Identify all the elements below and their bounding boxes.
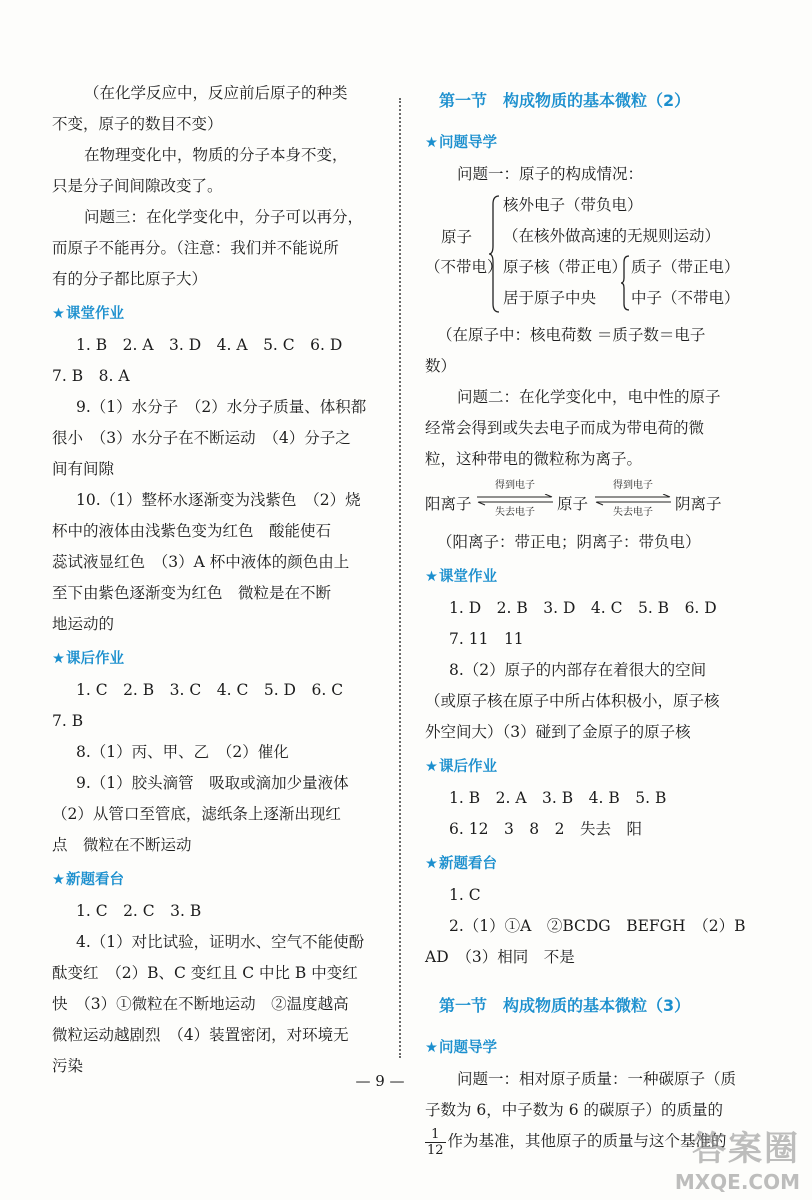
page-number: — 9 — (355, 1072, 405, 1090)
section-header-label: 新题看台 (66, 872, 124, 888)
answer-line: 8.（2）原子的内部存在着很大的空间 (449, 661, 707, 679)
answer-line: 快 （3）①微粒在不断地运动 ②温度越高 (52, 995, 349, 1013)
text-line-rest: 作为基准，其他原子的质量与这个基准的 (447, 1132, 727, 1150)
answer-line: 1. D 2. B 3. D 4. C 5. B 6. D (449, 599, 717, 617)
lose-electron-label: 失去电子 (613, 507, 653, 518)
column-divider (399, 98, 401, 1058)
section-header-classwork (52, 299, 380, 330)
answer-line: 1. B 2. A 3. B 4. B 5. B (449, 789, 667, 807)
answer-line: AD （3）相同 不是 (425, 948, 575, 966)
text-line: 经常会得到或失去电子而成为带电荷的微 (425, 419, 705, 437)
text-line: 问题二：在化学变化中，电中性的原子 (457, 388, 721, 406)
fraction-denominator: 12 (427, 1142, 444, 1158)
star-icon: ★ (52, 872, 65, 888)
answer-line: 间有间隙 (52, 460, 115, 478)
text-line: 粒，这种带电的微粒称为离子。 (425, 450, 643, 468)
text-line: 子数为 6，中子数为 6 的碳原子）的质量的 (425, 1101, 724, 1119)
star-icon: ★ (425, 1040, 438, 1056)
atom-structure-diagram (425, 190, 741, 318)
answer-line: 4.（1）对比试验，证明水、空气不能使酚 (76, 933, 365, 951)
star-icon: ★ (52, 306, 65, 322)
proton-label: 质子（带正电） (631, 258, 740, 276)
answer-line: 1. B 2. A 3. D 4. A 5. C 6. D (76, 336, 343, 354)
answer-line: 9.（1）胶头滴管 吸取或滴加少量液体 (76, 774, 349, 792)
answer-line: 7. B (52, 712, 84, 730)
neutron-label: 中子（不带电） (631, 289, 740, 307)
answer-line: 8.（1）丙、甲、乙 （2）催化 (76, 743, 289, 761)
answer-line: 污染 (52, 1057, 84, 1075)
section-title: 第一节 构成物质的基本微粒（3） (439, 996, 691, 1015)
answer-line: 外空间大）（3）碰到了金原子的原子核 (425, 723, 691, 741)
section-header-classwork (425, 562, 741, 593)
text-line: （在原子中：核电荷数 ＝质子数＝电子 (437, 326, 706, 344)
text-line: 在物理变化中，物质的分子本身不变， (84, 146, 348, 164)
answer-line: 至下由紫色逐渐变为红色 微粒是在不断 (52, 584, 332, 602)
atom-label: 原子 (441, 228, 473, 246)
answer-line: 10.（1）整杯水逐渐变为浅紫色 （2）烧 (76, 491, 361, 509)
answer-line: 1. C 2. C 3. B (76, 902, 202, 920)
text-line: 问题一：相对原子质量：一种碳原子（质 (457, 1070, 737, 1088)
nucleus-position-label: 居于原子中央 (503, 289, 597, 307)
star-icon: ★ (425, 856, 438, 872)
answer-line: 微粒运动越剧烈 （4）装置密闭，对环境无 (52, 1026, 349, 1044)
anion-label: 阴离子 (675, 495, 722, 513)
gain-electron-label: 得到电子 (495, 480, 535, 491)
brace-icon (489, 194, 501, 314)
section-header-new-problems (52, 865, 380, 896)
section-header-guide (425, 1033, 741, 1064)
text-line: 只是分子间间隙改变了。 (52, 177, 223, 195)
text-line: （阳离子：带正电；阴离子：带负电） (437, 533, 701, 551)
answer-line: 杯中的液体由浅紫色变为红色 酸能使石 (52, 522, 332, 540)
answer-line: 7. 11 11 (449, 630, 524, 648)
atom-label: 原子 (557, 495, 589, 513)
nucleus-label: 原子核（带正电） (503, 258, 628, 276)
answer-line: （或原子核在原子中所占体积极小，原子核 (425, 692, 720, 710)
electron-motion-label: （在核外做高速的无规则运动） (503, 227, 721, 245)
section-header-new-problems (425, 849, 741, 880)
text-line: 而原子不能再分。（注意：我们并不能说所 (52, 239, 339, 257)
electron-label: 核外电子（带负电） (503, 196, 643, 214)
watermark-logo: 答案圈 (692, 1129, 800, 1169)
ion-formation-diagram (425, 479, 741, 527)
section-header-label: 课堂作业 (66, 306, 124, 322)
section-header-homework (52, 644, 380, 675)
section-header-homework (425, 752, 741, 783)
text-line: （在化学反应中，反应前后原子的种类 (84, 84, 348, 102)
left-column (52, 78, 380, 1082)
answer-line: （2）从管口至管底，滤纸条上逐渐出现红 (52, 805, 341, 823)
equilibrium-arrow-icon (593, 494, 673, 506)
answer-line: 6. 12 3 8 2 失去 阳 (449, 820, 643, 838)
watermark-url: MXQE.COM (674, 1170, 800, 1194)
section-header-label: 问题导学 (439, 1040, 497, 1056)
answer-line: 1. C 2. B 3. C 4. C 5. D 6. C (76, 681, 344, 699)
brace-icon (621, 254, 631, 312)
section-header-guide (425, 128, 741, 159)
watermark (675, 1121, 800, 1194)
section-header-label: 新题看台 (439, 856, 497, 872)
answer-line: 9.（1）水分子 （2）水分子质量、体积都 (76, 398, 367, 416)
answer-line: 7. B 8. A (52, 367, 130, 385)
section-header-label: 课后作业 (439, 759, 497, 775)
fraction (425, 1127, 446, 1158)
star-icon: ★ (52, 651, 65, 667)
answer-line: 很小 （3）水分子在不断运动 （4）分子之 (52, 429, 351, 447)
text-line: 问题一：原子的构成情况： (457, 165, 644, 183)
fraction-numerator: 1 (425, 1127, 446, 1143)
cation-label: 阳离子 (425, 495, 472, 513)
answer-line: 蕊试液显红色 （3）A 杯中液体的颜色由上 (52, 553, 350, 571)
section-header-label: 课后作业 (66, 651, 124, 667)
star-icon: ★ (425, 135, 438, 151)
equilibrium-arrow-icon (475, 494, 555, 506)
gain-electron-label: 得到电子 (613, 480, 653, 491)
section-header-label: 问题导学 (439, 135, 497, 151)
right-column (425, 78, 746, 1158)
star-icon: ★ (425, 759, 438, 775)
answer-line: 点 微粒在不断运动 (52, 836, 192, 854)
section-header-label: 课堂作业 (439, 569, 497, 585)
lose-electron-label: 失去电子 (495, 507, 535, 518)
star-icon: ★ (425, 569, 438, 585)
text-line: 问题三：在化学变化中，分子可以再分， (84, 208, 364, 226)
text-line: 数） (425, 357, 457, 375)
answer-line: 地运动的 (52, 615, 115, 633)
text-line: 不变，原子的数目不变） (52, 115, 223, 133)
section-title: 第一节 构成物质的基本微粒（2） (439, 91, 691, 110)
answer-line: 酞变红 （2）B、C 变红且 C 中比 B 中变红 (52, 964, 358, 982)
answer-line: 2.（1）①A ②BCDG BEFGH （2）B (449, 917, 746, 935)
answer-line: 1. C (449, 886, 481, 904)
atom-label-neutral: （不带电） (425, 258, 503, 276)
text-line: 有的分子都比原子大） (52, 270, 208, 288)
